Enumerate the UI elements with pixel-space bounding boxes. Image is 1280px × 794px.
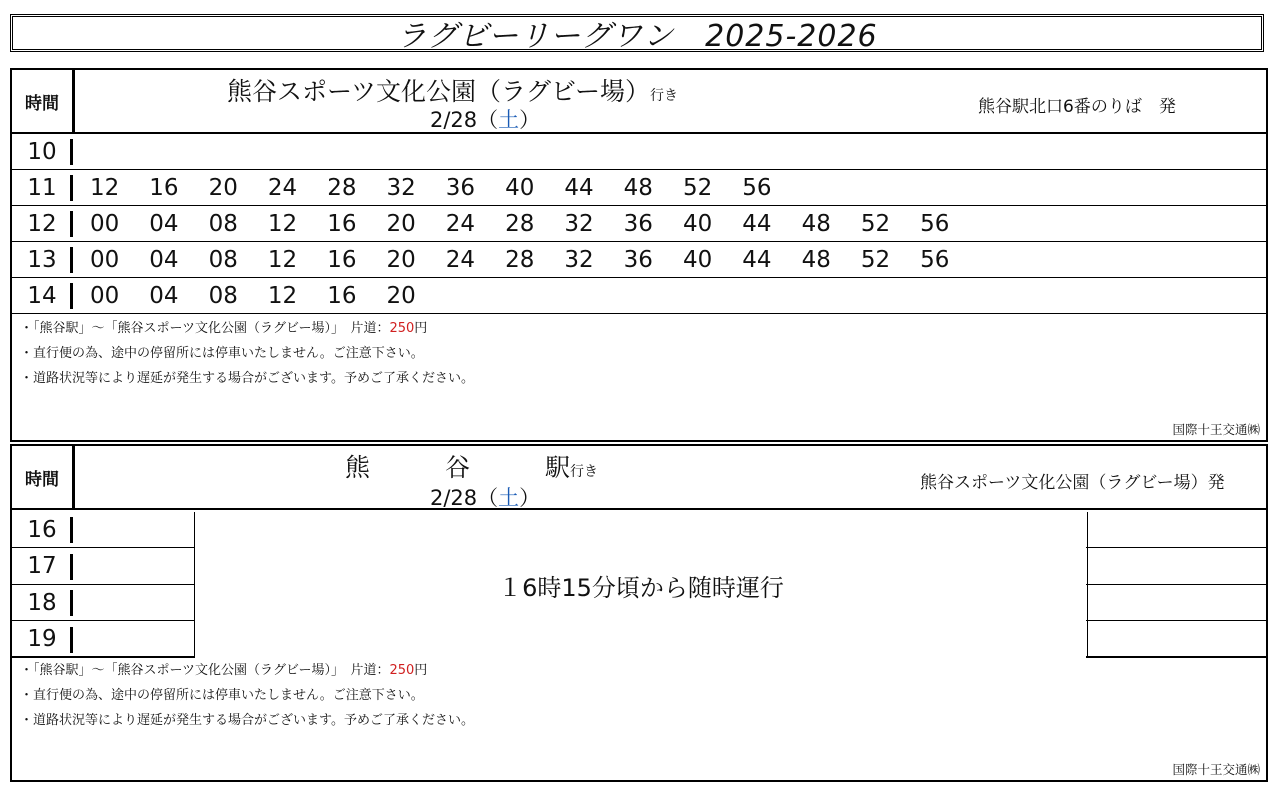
departure-minute: 00 [90, 282, 120, 309]
hour-cell: 19 [27, 625, 57, 652]
departure-minute: 52 [860, 246, 891, 273]
departure-minute: 56 [920, 210, 950, 237]
timetable-to-station [10, 444, 1268, 782]
hour-separator [70, 554, 73, 580]
page-title: ラグビーリーグワン 2025-2026 [396, 19, 878, 54]
departure-minute: 16 [327, 246, 357, 273]
day-of-week: 土 [498, 108, 520, 132]
day-of-week: 土 [498, 486, 520, 510]
departure-minute: 20 [208, 174, 238, 201]
departure-minute: 40 [682, 210, 713, 237]
notes [12, 658, 1266, 733]
departure-minute: 40 [505, 174, 535, 201]
hour-column-header: 時間 [12, 70, 75, 132]
departure-minute: 44 [742, 246, 772, 273]
departure-minute: 28 [505, 246, 535, 273]
departure-minute: 52 [860, 210, 891, 237]
departure-minute: 28 [505, 210, 535, 237]
date-text: 2/28（ [430, 486, 499, 510]
hour-separator [70, 517, 73, 543]
departure-minute: 32 [564, 246, 594, 273]
note-delay: ・道路状況等により遅延が発生する場合がございます。予めご了承ください。 [20, 371, 474, 386]
minutes-list [72, 242, 979, 277]
company-name: 国際十王交通㈱ [1172, 762, 1260, 777]
departure-minute: 36 [445, 174, 476, 201]
departure-minute: 24 [445, 246, 476, 273]
departure-minute: 12 [267, 246, 298, 273]
note-nonstop: ・直行便の為、途中の停留所には停車いたしません。ご注意下さい。 [20, 688, 424, 703]
table-row [12, 585, 194, 621]
departure-minute: 32 [564, 210, 594, 237]
date-close: ） [519, 486, 541, 510]
timetable-to-stadium [10, 68, 1268, 442]
departure-minute: 08 [208, 246, 238, 273]
empty-cell [1086, 549, 1266, 585]
departure-minute: 44 [564, 174, 594, 201]
hour-cell: 17 [27, 553, 57, 579]
service-message: １6時15分頃から随時運行 [194, 512, 1088, 658]
hour-cell: 18 [27, 589, 57, 616]
departure-minute: 00 [90, 210, 120, 237]
departure-minute: 20 [386, 210, 416, 237]
fare-amount: 250 [389, 663, 415, 678]
departure-minute: 56 [742, 174, 772, 201]
destination-name: 熊谷スポーツ文化公園（ラグビー場） [227, 77, 651, 106]
company-name: 国際十王交通㈱ [1172, 422, 1260, 437]
hour-cell: 11 [27, 174, 57, 201]
hour-separator [70, 627, 73, 653]
departure-minute: 08 [208, 282, 238, 309]
departure-minute: 12 [267, 210, 298, 237]
date-close: ） [519, 108, 541, 132]
departure-minute: 24 [445, 210, 476, 237]
timetable-header [12, 446, 1266, 510]
departure-minute: 16 [149, 174, 179, 201]
table-row [12, 622, 194, 658]
empty-cell [1086, 622, 1266, 658]
title-banner [10, 14, 1264, 52]
origin-stop: 熊谷スポーツ文化公園（ラグビー場）発 [920, 473, 1225, 493]
table-row [12, 242, 1266, 278]
departure-minute: 48 [801, 210, 831, 237]
minutes-list [72, 278, 446, 313]
departure-minute: 48 [623, 174, 653, 201]
destination-suffix: 行き [650, 88, 679, 104]
note-fare: ・「熊谷駅」～「熊谷スポーツ文化公園（ラグビー場）」 片道：250円 [20, 663, 428, 678]
date-text: 2/28（ [430, 108, 499, 132]
hour-cell: 10 [27, 138, 57, 165]
hour-cell: 12 [27, 210, 57, 237]
departure-minute: 16 [327, 282, 357, 309]
table-row [12, 134, 1266, 170]
destination-suffix: 行き [570, 464, 599, 480]
empty-cell [1086, 512, 1266, 548]
departure-minute: 08 [208, 210, 238, 237]
timetable-header [12, 70, 1266, 134]
departure-minute: 00 [90, 246, 120, 273]
departure-minute: 36 [623, 210, 653, 237]
minutes-list [72, 170, 802, 205]
departure-minute: 28 [327, 174, 357, 201]
minutes-list [72, 134, 90, 169]
minutes-list [72, 206, 979, 241]
departure-minute: 56 [920, 246, 950, 273]
note-delay: ・道路状況等により遅延が発生する場合がございます。予めご了承ください。 [20, 713, 474, 728]
departure-minute: 52 [682, 174, 713, 201]
notes [12, 316, 1266, 391]
destination-title [227, 72, 678, 108]
departure-minute: 04 [149, 246, 179, 273]
service-date [430, 482, 540, 512]
departure-minute: 40 [682, 246, 713, 273]
hour-cell: 14 [27, 282, 57, 309]
destination-title [345, 448, 598, 484]
departure-minute: 12 [267, 282, 298, 309]
departure-minute: 48 [801, 246, 831, 273]
table-row [12, 278, 1266, 314]
departure-minute: 12 [90, 174, 120, 201]
departure-minute: 04 [149, 282, 179, 309]
departure-minute: 32 [386, 174, 416, 201]
departure-minute: 20 [386, 246, 416, 273]
origin-stop: 熊谷駅北口6番のりば 発 [978, 97, 1176, 117]
hour-column-header: 時間 [12, 446, 75, 508]
hour-separator [70, 590, 73, 616]
destination-name: 熊 谷 駅 [345, 453, 571, 482]
departure-minute: 04 [149, 210, 179, 237]
hour-cell: 16 [27, 516, 57, 543]
table-row [12, 512, 194, 548]
note-nonstop: ・直行便の為、途中の停留所には停車いたしません。ご注意下さい。 [20, 346, 424, 361]
departure-minute: 24 [267, 174, 298, 201]
note-fare: ・「熊谷駅」～「熊谷スポーツ文化公園（ラグビー場）」 片道：250円 [20, 321, 428, 336]
table-row [12, 206, 1266, 242]
departure-minute: 44 [742, 210, 772, 237]
table-row [12, 549, 194, 585]
hour-cell: 13 [27, 246, 57, 273]
table-row [12, 170, 1266, 206]
departure-minute: 20 [386, 282, 416, 309]
departure-minute: 36 [623, 246, 653, 273]
departure-minute: 16 [327, 210, 357, 237]
empty-cell [1086, 585, 1266, 621]
fare-amount: 250 [389, 321, 415, 336]
service-date [430, 104, 540, 134]
